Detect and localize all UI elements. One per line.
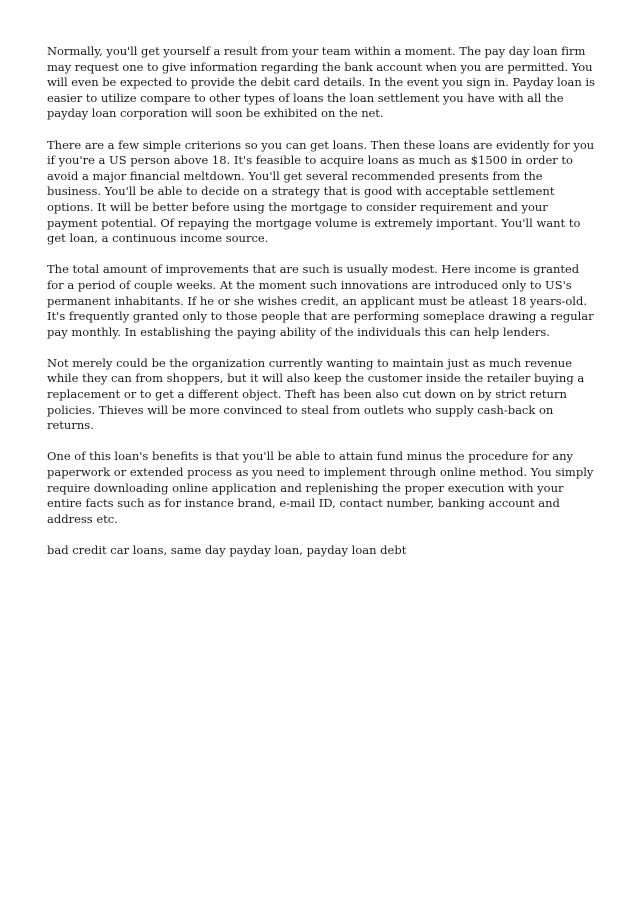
paragraph-2: There are a few simple criterions so you can get loans. Then these loans are evidently for you if you're a US person above 18. It's feasible to acquire loans as much as $1500 in order to avoid a major financial meltdown. You'll get several recommended presents from the business. You'll be able to decide on a strategy that is good with acceptable settlement options. It will be better before using the mortgage to consider requirement and your payment potential. Of repaying the mortgage volume is extremely important. You'll want to get loan, a continuous income source. <box>47 137 595 246</box>
paragraph-1: Normally, you'll get yourself a result from your team within a moment. The pay day loan firm may request one to give information regarding the bank account when you are permitted. You will even be expected to provide the debit card details. In the event you sign in. Payday loan is easier to utilize compare to other types of loans the loan settlement you have with all the payday loan corporation will soon be exhibited on the net. <box>47 44 595 121</box>
paragraph-3: The total amount of improvements that are such is usually modest. Here income is granted for a period of couple weeks. At the moment such innovations are introduced only to US's permanent inhabitants. If he or she wishes credit, an applicant must be atleast 18 years-old. It's frequently granted only to those people that are performing someplace drawing a regular pay monthly. In establishing the paying ability of the individuals this can help lenders. <box>47 262 594 339</box>
tags-line: bad credit car loans, same day payday loan, payday loan debt <box>47 543 407 557</box>
document-body <box>47 44 595 574</box>
paragraph-5: One of this loan's benefits is that you'll be able to attain fund minus the procedure for any paperwork or extended process as you need to implement through online method. You simply require downloading online application and replenishing the proper execution with your entire facts such as for instance brand, e-mail ID, contact number, banking account and address etc. <box>47 449 594 526</box>
paragraph-4: Not merely could be the organization currently wanting to maintain just as much revenue while they can from shoppers, but it will also keep the customer inside the retailer buying a replacement or to get a different object. Theft has been also cut down on by strict return policies. Thieves will be more convinced to steal from outlets who supply cash-back on returns. <box>47 355 585 433</box>
